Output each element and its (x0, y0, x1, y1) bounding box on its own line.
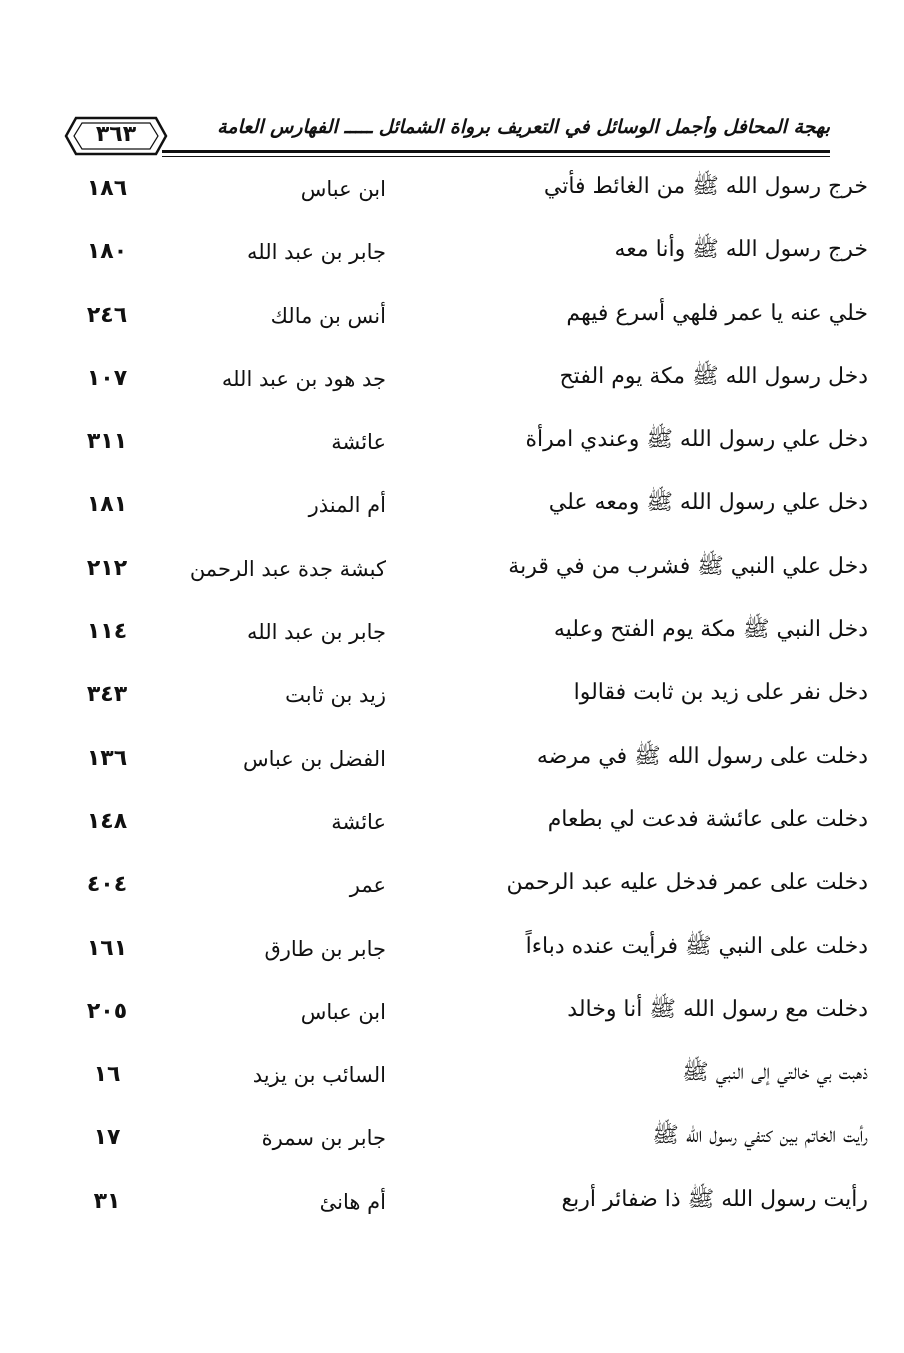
index-entry-row (0, 1109, 904, 1172)
entry-narrator: ابن عباس (300, 999, 386, 1024)
index-entry-row (0, 160, 904, 223)
entry-text: دخل علي رسول الله ﷺ ومعه علي (548, 490, 868, 516)
entry-text: رأيت رسول الله ﷺ ذا ضفائر أربع (561, 1186, 868, 1212)
page-number: ٣٦٣ (95, 122, 137, 147)
entry-text: دخلت على النبي ﷺ فرأيت عنده دباءاً (525, 933, 868, 959)
entry-narrator: جابر بن عبد الله (246, 620, 386, 645)
entry-narrator: السائب بن يزيد (252, 1063, 386, 1088)
header-rule-thin (162, 156, 830, 157)
entry-page-number: ١٨١ (86, 492, 128, 518)
entry-text: دخلت على عمر فدخل عليه عبد الرحمن (506, 870, 868, 896)
index-entries (0, 160, 904, 1236)
entry-page-number: ٢١٢ (86, 555, 128, 581)
entry-page-number: ٣٤٣ (86, 682, 128, 708)
index-entry-row (0, 603, 904, 666)
entry-narrator: جد هود بن عبد الله (221, 366, 386, 391)
entry-page-number: ١٣٦ (86, 745, 128, 771)
index-entry-row (0, 350, 904, 413)
index-entry-row (0, 793, 904, 856)
entry-page-number: ١٦ (93, 1062, 121, 1088)
entry-narrator: الفضل بن عباس (242, 746, 386, 771)
entry-page-number: ١٦١ (86, 935, 128, 961)
index-entry-row (0, 920, 904, 983)
entry-narrator: جابر بن طارق (264, 936, 386, 961)
entry-narrator: عمر (349, 873, 386, 898)
entry-page-number: ١٨٦ (86, 176, 128, 201)
entry-narrator: جابر بن عبد الله (246, 240, 386, 265)
index-entry-row (0, 540, 904, 603)
page-number-badge (62, 114, 170, 158)
entry-narrator: أنس بن مالك (270, 303, 386, 328)
index-entry-row (0, 287, 904, 350)
entry-page-number: ١٧ (93, 1125, 121, 1151)
entry-page-number: ١٠٧ (86, 365, 128, 391)
entry-text: دخل علي النبي ﷺ فشرب من في قربة (508, 553, 868, 579)
entry-text: دخلت على رسول الله ﷺ في مرضه (536, 743, 868, 769)
entry-text: خرج رسول الله ﷺ وأنا معه (614, 237, 868, 263)
entry-text: رأيت الخاتم بين كتفي رسول الله ﷺ (652, 1123, 868, 1149)
entry-page-number: ٢٤٦ (86, 302, 128, 328)
index-entry-row (0, 666, 904, 729)
entry-narrator: أم المنذر (308, 493, 386, 518)
index-entry-row (0, 476, 904, 539)
index-entry-row (0, 983, 904, 1046)
entry-page-number: ١١٤ (86, 619, 128, 645)
entry-narrator: كبشة جدة عبد الرحمن (189, 556, 386, 581)
entry-text: دخلت مع رسول الله ﷺ أنا وخالد (567, 996, 868, 1022)
entry-narrator: جابر بن سمرة (261, 1126, 386, 1151)
page-header (62, 112, 830, 160)
entry-narrator: ابن عباس (300, 177, 386, 201)
index-entry-row (0, 730, 904, 793)
index-entry-row (0, 413, 904, 476)
index-entry-row (0, 1046, 904, 1109)
entry-page-number: ٣١١ (86, 429, 128, 455)
entry-narrator: أم هانئ (319, 1189, 386, 1214)
entry-page-number: ٢٠٥ (86, 998, 128, 1024)
entry-page-number: ١٤٨ (86, 808, 128, 834)
entry-narrator: زيد بن ثابت (285, 683, 386, 708)
entry-text: ذهبت بي خالتي إلى النبي ﷺ (682, 1060, 868, 1086)
header-rule (162, 150, 830, 153)
running-title: بهجة المحافل وأجمل الوسائل في التعريف برواة الشمائل ـــــ الفهارس العامة (217, 116, 830, 138)
entry-text: خرج رسول الله ﷺ من الغائط فأتي (543, 174, 868, 199)
entry-text: دخل رسول الله ﷺ مكة يوم الفتح (559, 363, 868, 389)
entry-narrator: عائشة (331, 809, 386, 834)
entry-page-number: ١٨٠ (86, 239, 128, 265)
index-entry-row (0, 223, 904, 286)
entry-page-number: ٤٠٤ (86, 872, 128, 898)
entry-text: خلي عنه يا عمر فلهي أسرع فيهم (566, 300, 868, 326)
entry-page-number: ٣١ (93, 1188, 121, 1214)
entry-text: دخلت على عائشة فدعت لي بطعام (547, 806, 868, 832)
entry-text: دخل النبي ﷺ مكة يوم الفتح وعليه (553, 617, 868, 643)
entry-text: دخل علي رسول الله ﷺ وعندي امرأة (525, 427, 868, 453)
entry-narrator: عائشة (331, 430, 386, 455)
entry-text: دخل نفر على زيد بن ثابت فقالوا (573, 680, 868, 706)
index-entry-row (0, 1173, 904, 1236)
index-entry-row (0, 856, 904, 919)
